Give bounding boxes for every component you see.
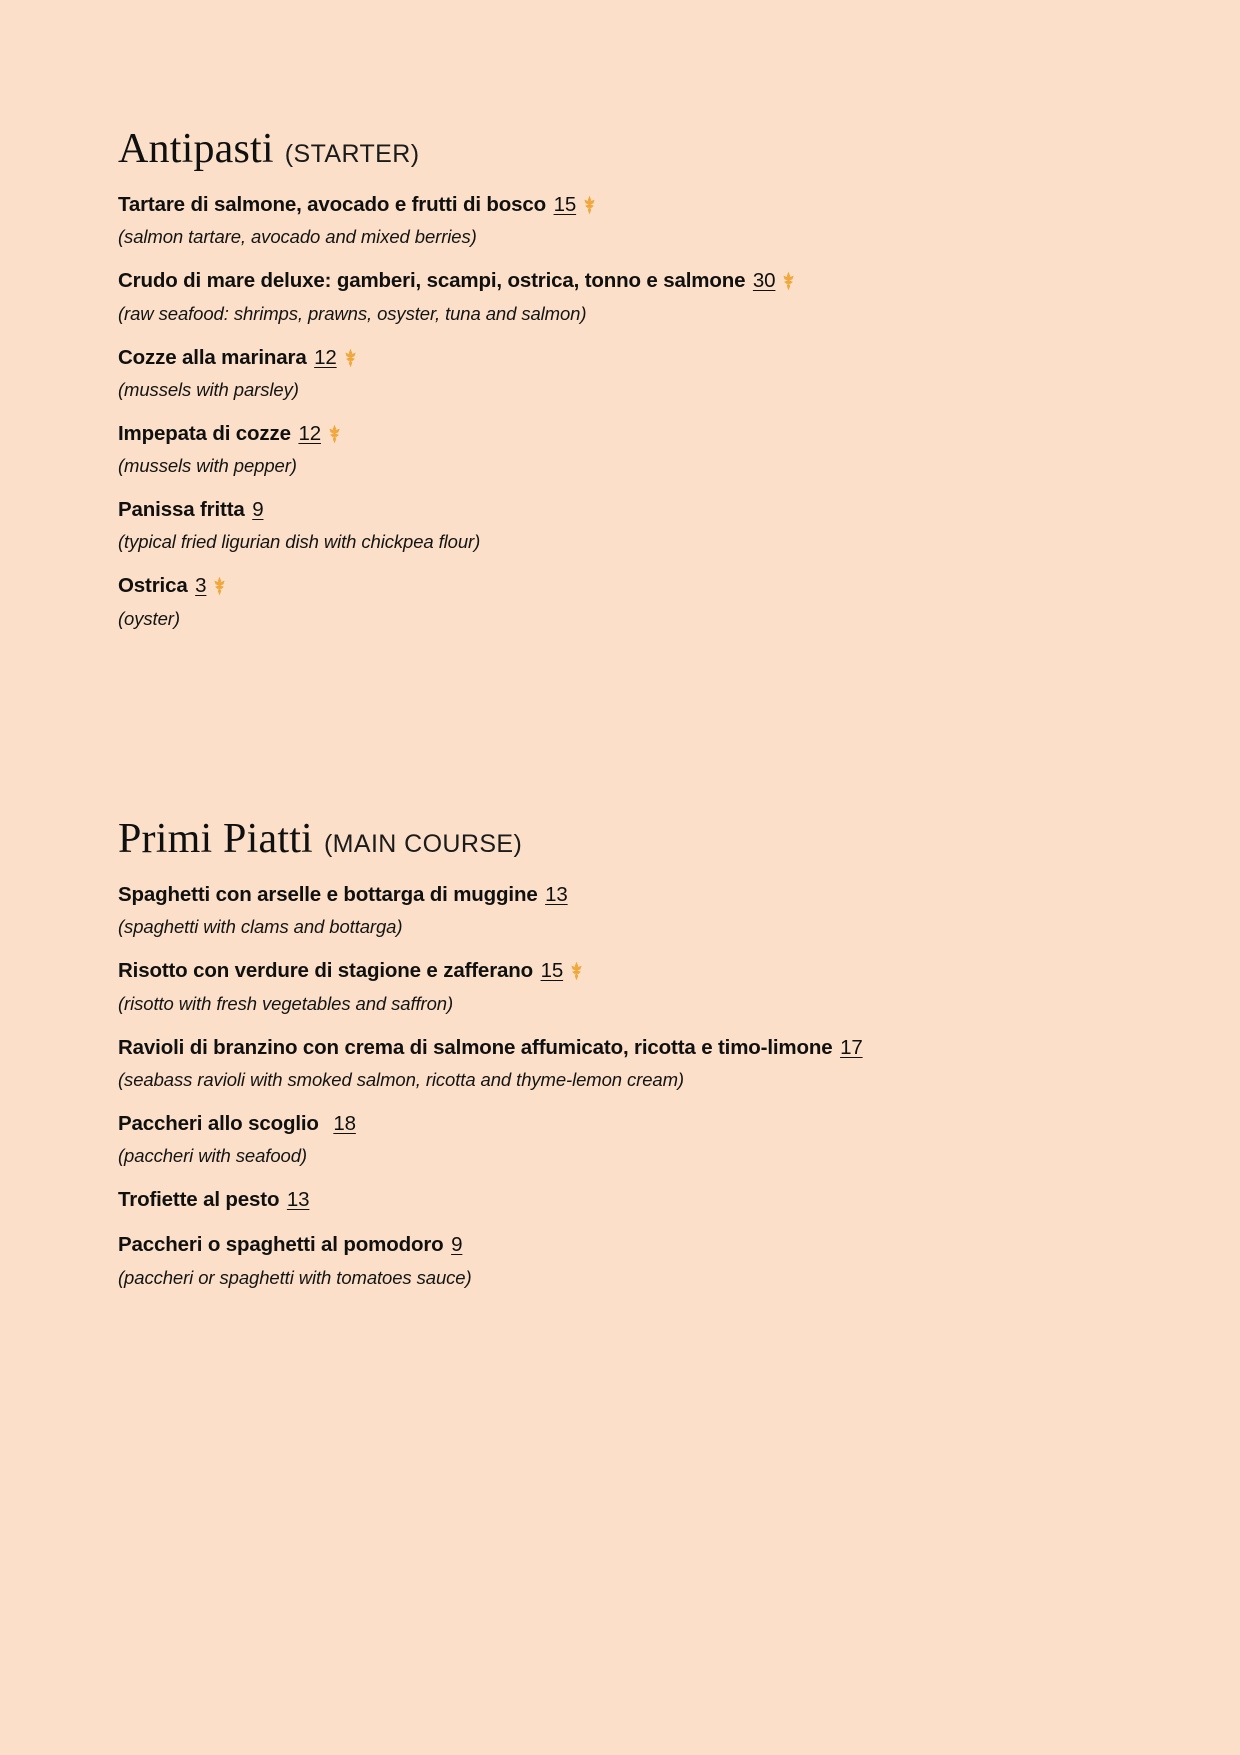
menu-item-name: Paccheri allo scoglio <box>118 1111 319 1135</box>
menu-item-price: 15 <box>540 959 564 983</box>
menu-item <box>118 421 1140 478</box>
menu-item-price: 17 <box>840 1035 863 1059</box>
menu-item-price: 9 <box>252 498 264 522</box>
menu-item-description: (spaghetti with clams and bottarga) <box>118 916 403 938</box>
menu-item-list <box>118 192 1140 631</box>
menu-section-antipasti <box>118 128 1140 650</box>
menu-item <box>118 1035 1140 1092</box>
menu-item-line <box>118 958 1140 984</box>
menu-item-name: Spaghetti con arselle e bottarga di muggine <box>118 883 538 906</box>
menu-item-line <box>118 1187 1140 1213</box>
menu-item-description: (risotto with fresh vegetables and saffron) <box>118 992 454 1014</box>
menu-item-name: Ostrica <box>118 574 188 598</box>
menu-item-price: 12 <box>298 421 321 445</box>
menu-item-price: 15 <box>553 193 577 216</box>
menu-item-description: (oyster) <box>118 607 180 629</box>
menu-item <box>118 345 1140 402</box>
menu-item-name: Risotto con verdure di stagione e zafferano <box>118 959 534 983</box>
sparkle-icon <box>568 961 585 981</box>
menu-item-price: 3 <box>195 574 207 598</box>
menu-item-description: (mussels with pepper) <box>118 455 297 477</box>
section-subtitle: (STARTER) <box>284 140 420 168</box>
section-subtitle: (MAIN COURSE) <box>323 830 523 858</box>
menu-section-primi <box>118 818 1140 1309</box>
menu-item <box>118 192 1140 249</box>
menu-item-name: Ravioli di branzino con crema di salmone affumicato, ricotta e timo-limone <box>118 1035 833 1059</box>
sparkle-icon <box>581 195 598 215</box>
menu-item <box>118 573 1140 630</box>
section-heading <box>118 818 1140 860</box>
menu-item-line <box>118 1232 1140 1258</box>
menu-item-line <box>118 192 1140 218</box>
menu-item-price: 13 <box>545 883 568 906</box>
menu-item-line <box>118 345 1140 371</box>
menu-item-description: (salmon tartare, avocado and mixed berries) <box>118 226 477 248</box>
menu-item-name: Panissa fritta <box>118 498 245 522</box>
menu-item-line <box>118 882 1140 908</box>
menu-item-list <box>118 882 1140 1290</box>
section-title: Antipasti <box>118 126 274 172</box>
menu-item-price: 9 <box>451 1233 463 1257</box>
menu-item-description: (paccheri with seafood) <box>118 1145 307 1167</box>
menu-item <box>118 268 1140 325</box>
section-title: Primi Piatti <box>118 816 313 862</box>
menu-item-line <box>118 268 1140 294</box>
menu-item-description: (raw seafood: shrimps, prawns, osyster, tuna and salmon) <box>118 302 587 324</box>
menu-item-line <box>118 573 1140 599</box>
menu-item <box>118 882 1140 939</box>
menu-item <box>118 1111 1140 1168</box>
menu-item <box>118 1187 1140 1213</box>
menu-item-line <box>118 421 1140 447</box>
menu-item-name: Crudo di mare deluxe: gamberi, scampi, ostrica, tonno e salmone <box>118 269 746 293</box>
sparkle-icon <box>211 576 228 596</box>
menu-item <box>118 958 1140 1015</box>
menu-item <box>118 497 1140 554</box>
menu-item-name: Paccheri o spaghetti al pomodoro <box>118 1233 444 1257</box>
menu-item-description: (mussels with parsley) <box>118 378 299 400</box>
menu-item-line <box>118 1111 1140 1137</box>
menu-item-price: 30 <box>752 269 776 293</box>
sparkle-icon <box>326 424 343 444</box>
menu-item-description: (paccheri or spaghetti with tomatoes sauce) <box>118 1266 472 1288</box>
menu-item-price: 18 <box>333 1111 356 1135</box>
menu-item-name: Trofiette al pesto <box>118 1188 280 1212</box>
menu-item-name: Cozze alla marinara <box>118 345 307 369</box>
menu-item <box>118 1232 1140 1289</box>
menu-item-price: 13 <box>286 1188 310 1212</box>
menu-item-line <box>118 1035 1140 1061</box>
menu-item-line <box>118 497 1140 523</box>
menu-item-name: Impepata di cozze <box>118 421 291 445</box>
section-heading <box>118 128 1140 170</box>
sparkle-icon <box>780 271 797 291</box>
menu-item-description: (seabass ravioli with smoked salmon, ricotta and thyme-lemon cream) <box>118 1068 684 1090</box>
sparkle-icon <box>342 348 359 368</box>
menu-item-price: 12 <box>314 345 337 369</box>
menu-item-name: Tartare di salmone, avocado e frutti di bosco <box>118 193 547 216</box>
menu-item-description: (typical fried ligurian dish with chickpea flour) <box>118 531 481 553</box>
